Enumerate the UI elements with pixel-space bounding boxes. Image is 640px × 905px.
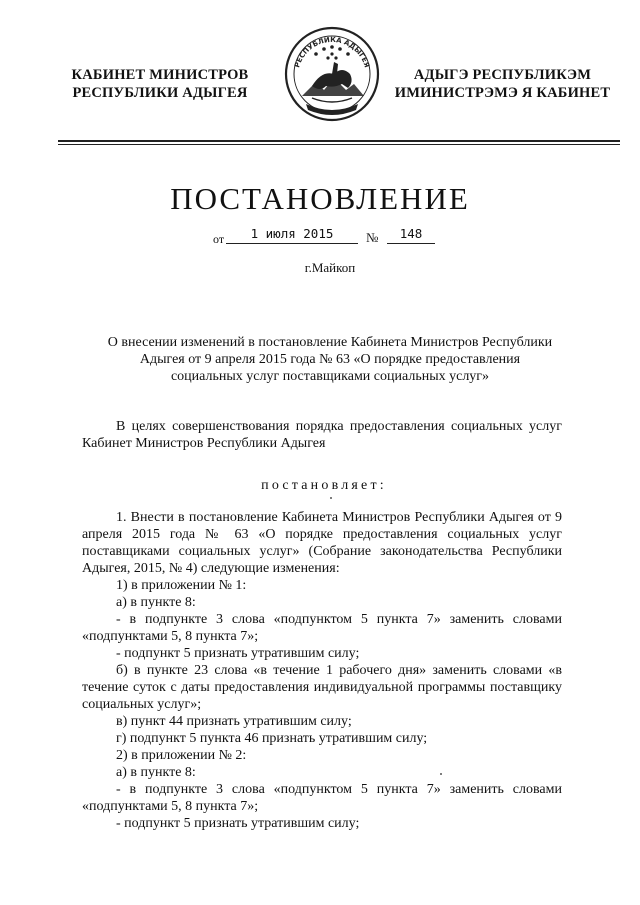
amendment-paragraph: б) в пункте 23 слова «в течение 1 рабочего дня» заменить словами «в течение суток с даты предоставления индивидуальной программы поставщику социальных услуг»; bbox=[82, 663, 562, 712]
amendment-paragraph: г) подпункт 5 пункта 46 признать утратившим силу; bbox=[116, 731, 428, 746]
subject-line: О внесении изменений в постановление Кабинета Министров Республики bbox=[107, 335, 553, 350]
amendment-paragraph: а) в пункте 8: bbox=[116, 595, 196, 610]
issuer-name-russian bbox=[55, 66, 265, 102]
amendment-paragraph: 2) в приложении № 2: bbox=[116, 748, 247, 763]
coat-of-arms-emblem bbox=[282, 24, 382, 124]
scan-speck bbox=[330, 497, 332, 499]
emblem-lettering: РЕСПУБЛИКА АДЫГЕЯ bbox=[293, 35, 371, 69]
issuer-line-1: КАБИНЕТ МИНИСТРОВ bbox=[71, 67, 249, 83]
amendment-paragraph: - в подпункте 3 слова «подпунктом 5 пункта 7» заменить словами «подпунктами 5, 8 пункта 7»; bbox=[82, 782, 562, 814]
amendment-paragraph: 1) в приложении № 1: bbox=[116, 578, 247, 593]
preamble-paragraph: В целях совершенствования порядка предоставления социальных услуг Кабинет Министров Республики Адыгея bbox=[82, 419, 562, 451]
header-divider-thin bbox=[58, 144, 620, 145]
number-prefix: № bbox=[366, 230, 379, 245]
document-date: 1 июля 2015 bbox=[226, 226, 358, 244]
resolves-heading: постановляет: bbox=[261, 478, 387, 493]
document-number: 148 bbox=[387, 226, 435, 244]
amendment-paragraph: - в подпункте 3 слова «подпунктом 5 пункта 7» заменить словами «подпунктами 5, 8 пункта 7»; bbox=[82, 612, 562, 644]
subject-line: социальных услуг поставщиками социальных услуг» bbox=[170, 369, 490, 384]
amendment-paragraph: - подпункт 5 признать утратившим силу; bbox=[116, 816, 360, 831]
amendment-paragraph: - подпункт 5 признать утратившим силу; bbox=[116, 646, 360, 661]
document-title: ПОСТАНОВЛЕНИЕ bbox=[170, 181, 470, 216]
subject-line: Адыгея от 9 апреля 2015 года № 63 «О порядке предоставления bbox=[139, 352, 521, 367]
amendment-paragraph: 1. Внести в постановление Кабинета Министров Республики Адыгея от 9 апреля 2015 года № 63 «О порядке предоставления социальных услуг поставщиками социальных услуг» (Собрание законодательства Республики Адыгея, 2015, № 4) следующие изменения: bbox=[82, 510, 562, 576]
issuer-adyghe-line-2: ИМИНИСТРЭМЭ Я КАБИНЕТ bbox=[394, 85, 611, 101]
document-subject bbox=[70, 334, 590, 385]
scan-speck bbox=[440, 773, 442, 775]
issuer-line-2: РЕСПУБЛИКИ АДЫГЕЯ bbox=[72, 85, 248, 101]
issuer-name-adyghe bbox=[385, 66, 620, 102]
svg-text:РЕСПУБЛИКА АДЫГЕЯ bbox=[293, 36, 371, 69]
city-name: г.Майкоп bbox=[304, 260, 356, 275]
issuer-adyghe-line-1: АДЫГЭ РЕСПУБЛИКЭМ bbox=[413, 67, 592, 83]
amendment-paragraph: а) в пункте 8: bbox=[116, 765, 196, 780]
header-divider-thick bbox=[58, 140, 620, 142]
amendments-list bbox=[82, 509, 562, 832]
date-prefix: от bbox=[213, 232, 225, 246]
date-number-line bbox=[0, 226, 640, 246]
amendment-paragraph: в) пункт 44 признать утратившим силу; bbox=[116, 714, 352, 729]
